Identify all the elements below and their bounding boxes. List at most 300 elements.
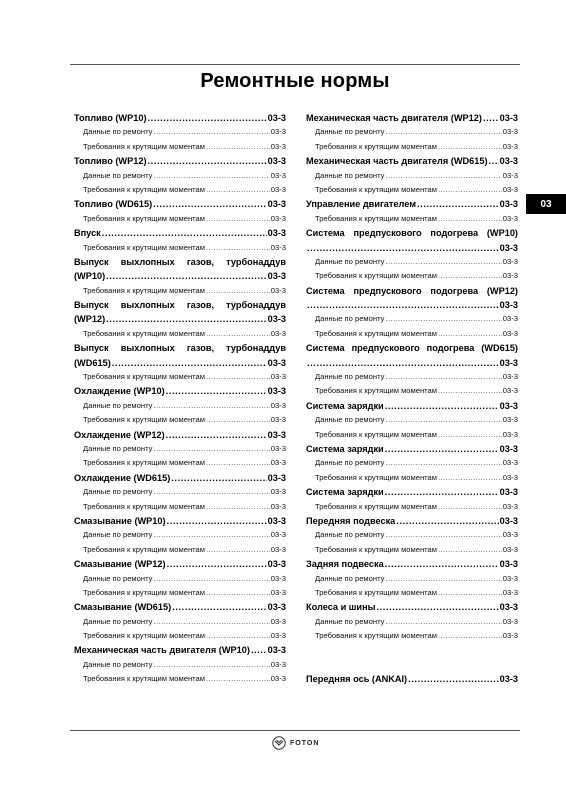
toc-page-number: 03-3 (502, 372, 518, 382)
toc-page-number: 03-3 (270, 587, 286, 597)
toc-entry-label: Требования к крутящим моментам (83, 587, 205, 597)
toc-entry-label: Требования к крутящим моментам (315, 184, 437, 194)
toc-subentry[interactable] (306, 384, 518, 398)
toc-entry[interactable] (306, 111, 518, 125)
toc-leader-dots (438, 384, 502, 398)
toc-subentry[interactable] (74, 572, 286, 586)
toc-leader-dots (206, 212, 270, 226)
toc-leader-dots (376, 600, 498, 614)
toc-page-number: 03-3 (502, 127, 518, 137)
toc-leader-dots (206, 284, 270, 298)
toc-entry-label: Система зарядки (306, 444, 384, 455)
toc-leader-dots (385, 169, 501, 183)
toc-leader-dots (102, 226, 267, 240)
toc-leader-dots (396, 514, 498, 528)
toc-entry-label: Требования к крутящим моментам (83, 184, 205, 194)
toc-leader-dots (438, 586, 502, 600)
toc-entry-label: Требования к крутящим моментам (83, 415, 205, 425)
toc-leader-dots (206, 456, 270, 470)
toc-leader-dots (206, 140, 270, 154)
toc-entry-label: Система зарядки (306, 487, 384, 498)
toc-subentry[interactable] (306, 255, 518, 269)
toc-entry-heading-line: Выпуск выхлопных газов, турбонаддув (74, 343, 286, 354)
toc-entry-label: Механическая часть двигателя (WP12) (306, 112, 482, 123)
toc-leader-dots (438, 140, 502, 154)
toc-entry-label: Данные по ремонту (315, 127, 385, 137)
toc-entry[interactable] (306, 514, 518, 528)
toc-subentry[interactable] (74, 241, 286, 255)
toc-entry-label: Требования к крутящим моментам (83, 328, 205, 338)
toc-page-number: 03-3 (502, 573, 518, 583)
toc-page-number: 03-3 (270, 573, 286, 583)
toc-entry-heading-line: Выпуск выхлопных газов, турбонаддув (74, 300, 286, 311)
toc-subentry[interactable] (74, 442, 286, 456)
toc-page-number: 03-3 (499, 242, 518, 253)
toc-entry-label: Данные по ремонту (83, 127, 153, 137)
toc-page-number: 03-3 (502, 631, 518, 641)
toc-entry-heading-line: Система предпускового подогрева (WD615) (306, 343, 518, 354)
toc-entry[interactable] (74, 384, 286, 398)
toc-entry-label: Требования к крутящим моментам (315, 587, 437, 597)
toc-leader-dots (167, 557, 267, 571)
toc-subentry[interactable] (306, 586, 518, 600)
toc-entry[interactable] (74, 471, 286, 485)
toc-entry[interactable] (74, 600, 286, 614)
toc-subentry[interactable] (306, 500, 518, 514)
toc-leader-dots (408, 672, 499, 686)
toc-leader-dots (206, 370, 270, 384)
toc-subentry[interactable] (306, 125, 518, 139)
toc-leader-dots (385, 572, 501, 586)
toc-entry-label: Данные по ремонту (315, 458, 385, 468)
toc-right-column (306, 111, 518, 687)
toc-page-number: 03-3 (267, 314, 286, 325)
toc-leader-dots (153, 197, 266, 211)
toc-page-number: 03-3 (270, 530, 286, 540)
toc-page-number: 03-3 (499, 602, 518, 613)
toc-page-number: 03-3 (267, 156, 286, 167)
toc-leader-dots (385, 528, 501, 542)
toc-entry-label: (WD615) (74, 357, 111, 368)
toc-entry[interactable] (74, 313, 286, 327)
toc-page-number: 03-3 (270, 400, 286, 410)
toc-leader-dots (206, 327, 270, 341)
toc-page-number: 03-3 (267, 645, 286, 656)
toc-entry-label: Данные по ремонту (315, 573, 385, 583)
toc-entry-label: Механическая часть двигателя (WD615) (306, 156, 488, 167)
toc-leader-dots (307, 298, 499, 312)
toc-subentry[interactable] (306, 572, 518, 586)
toc-entry-label: Требования к крутящим моментам (83, 213, 205, 223)
toc-subentry[interactable] (74, 500, 286, 514)
toc-subentry[interactable] (306, 471, 518, 485)
toc-entry-label: Требования к крутящим моментам (83, 674, 205, 684)
toc-leader-dots (438, 500, 502, 514)
toc-page-number: 03-3 (502, 256, 518, 266)
toc-page-number: 03-3 (267, 271, 286, 282)
toc-page-number: 03-3 (499, 199, 518, 210)
toc-entry-label: Требования к крутящим моментам (83, 501, 205, 511)
brand-name: FOTON (290, 739, 320, 747)
toc-entry-label: Требования к крутящим моментам (83, 458, 205, 468)
toc-leader-dots (148, 111, 267, 125)
toc-entry-label: Задняя подвеска (306, 559, 384, 570)
toc-page-number: 03-3 (502, 415, 518, 425)
toc-entry-label: Смазывание (WP12) (74, 559, 166, 570)
toc-entry-label: Требования к крутящим моментам (315, 429, 437, 439)
toc-page-number: 03-3 (270, 501, 286, 511)
toc-entry-label: Смазывание (WD615) (74, 602, 172, 613)
toc-page-number: 03-3 (502, 587, 518, 597)
toc-leader-dots (153, 658, 269, 672)
toc-subentry[interactable] (306, 313, 518, 327)
toc-page-number: 03-3 (502, 184, 518, 194)
toc-entry-label: Система зарядки (306, 400, 384, 411)
toc-subentry[interactable] (306, 183, 518, 197)
toc-page-number: 03-3 (502, 314, 518, 324)
toc-entry-label: Данные по ремонту (315, 530, 385, 540)
toc-subentry[interactable] (74, 586, 286, 600)
toc-leader-dots (153, 169, 269, 183)
toc-leader-dots (438, 543, 502, 557)
toc-leader-dots (483, 111, 499, 125)
toc-leader-dots (307, 241, 499, 255)
toc-entry-label: Требования к крутящим моментам (315, 271, 437, 281)
toc-entry-label: (WP12) (74, 314, 106, 325)
toc-page-number: 03-3 (502, 501, 518, 511)
toc-leader-dots (251, 644, 267, 658)
toc-entry[interactable] (306, 557, 518, 571)
toc-entry-heading-line: Выпуск выхлопных газов, турбонаддув (74, 256, 286, 267)
toc-subentry[interactable] (74, 399, 286, 413)
toc-leader-dots (385, 615, 501, 629)
toc-entry-label: Охлаждение (WP10) (74, 386, 165, 397)
toc-page-number: 03-3 (267, 559, 286, 570)
toc-entry-label: Управление двигателем (306, 199, 417, 210)
toc-leader-dots (206, 413, 270, 427)
header-rule (70, 64, 520, 65)
toc-entry-label: Данные по ремонту (83, 659, 153, 669)
toc-subentry[interactable] (306, 629, 518, 643)
toc-leader-dots (172, 600, 266, 614)
toc-entry[interactable] (306, 600, 518, 614)
toc-entry[interactable] (306, 298, 518, 312)
toc-page-number: 03-3 (270, 372, 286, 382)
toc-entry-label: Требования к крутящим моментам (315, 472, 437, 482)
toc-entry-label: Впуск (74, 228, 101, 239)
toc-left-column (74, 111, 286, 687)
toc-leader-dots (206, 629, 270, 643)
toc-leader-dots (206, 672, 270, 686)
toc-entry-label: (WP10) (74, 271, 106, 282)
toc-leader-dots (171, 471, 266, 485)
toc-page-number: 03-3 (270, 444, 286, 454)
toc-page-number: 03-3 (270, 631, 286, 641)
toc-leader-dots (206, 500, 270, 514)
toc-entry-label: Данные по ремонту (83, 616, 153, 626)
toc-subentry[interactable] (74, 528, 286, 542)
toc-entry[interactable] (306, 241, 518, 255)
toc-entry[interactable] (74, 154, 286, 168)
toc-leader-dots (438, 269, 502, 283)
toc-leader-dots (385, 399, 499, 413)
toc-page-number: 03-3 (267, 386, 286, 397)
toc-subentry[interactable] (74, 672, 286, 686)
toc-entry-label: Данные по ремонту (315, 415, 385, 425)
toc-page-number: 03-3 (499, 156, 518, 167)
toc-subentry[interactable] (306, 528, 518, 542)
toc-subentry[interactable] (74, 140, 286, 154)
toc-leader-dots (106, 269, 266, 283)
toc-entry-label: Данные по ремонту (315, 616, 385, 626)
toc-page-number: 03-3 (270, 659, 286, 669)
toc-subentry[interactable] (74, 543, 286, 557)
toc-entry-label: Топливо (WD615) (74, 199, 153, 210)
toc-leader-dots (206, 183, 270, 197)
footer-logo (272, 736, 319, 750)
toc-entry-label: Требования к крутящим моментам (315, 386, 437, 396)
toc-entry[interactable] (74, 644, 286, 658)
toc-page-number: 03-3 (270, 674, 286, 684)
toc-subentry[interactable] (306, 269, 518, 283)
toc-entry[interactable] (306, 485, 518, 499)
toc-leader-dots (385, 125, 501, 139)
toc-spacer (306, 644, 518, 673)
toc-leader-dots (438, 629, 502, 643)
toc-entry-label: Требования к крутящим моментам (83, 141, 205, 151)
toc-entry-label: Топливо (WP10) (74, 112, 147, 123)
toc-subentry[interactable] (306, 456, 518, 470)
toc-entry[interactable] (74, 269, 286, 283)
toc-leader-dots (438, 471, 502, 485)
toc-entry-label: Данные по ремонту (83, 444, 153, 454)
toc-page-number: 03-3 (502, 213, 518, 223)
page-title: Ремонтные нормы (200, 70, 390, 92)
toc-subentry[interactable] (74, 327, 286, 341)
toc-entry-heading-line: Система предпускового подогрева (WP10) (306, 228, 518, 239)
toc-entry-label: Требования к крутящим моментам (83, 242, 205, 252)
toc-entry-label: Охлаждение (WP12) (74, 429, 165, 440)
toc-page-number: 03-3 (499, 400, 518, 411)
toc-page-number: 03-3 (502, 271, 518, 281)
toc-subentry[interactable] (74, 456, 286, 470)
toc-page-number: 03-3 (267, 429, 286, 440)
toc-leader-dots (166, 428, 267, 442)
toc-page-number: 03-3 (499, 357, 518, 368)
toc-entry-label: Охлаждение (WD615) (74, 472, 171, 483)
toc-entry-label: Требования к крутящим моментам (315, 141, 437, 151)
toc-page-number: 03-3 (499, 559, 518, 570)
toc-subentry[interactable] (74, 212, 286, 226)
toc-entry[interactable] (74, 197, 286, 211)
toc-subentry[interactable] (306, 543, 518, 557)
toc-page-number: 03-3 (267, 112, 286, 123)
toc-page-number: 03-3 (499, 487, 518, 498)
toc-entry[interactable] (74, 111, 286, 125)
toc-entry-label: Данные по ремонту (83, 530, 153, 540)
section-tab[interactable]: 03 (526, 194, 566, 214)
toc-page-number: 03-3 (270, 213, 286, 223)
toc-page-number: 03-3 (270, 242, 286, 252)
footer-rule (70, 730, 520, 731)
toc-entry-heading-line: Система предпускового подогрева (WP12) (306, 285, 518, 296)
toc-subentry[interactable] (74, 615, 286, 629)
toc-entry-label: Передняя подвеска (306, 515, 396, 526)
toc-entry[interactable] (306, 672, 518, 686)
toc-entry-label: Передняя ось (ANKAI) (306, 674, 408, 685)
toc-subentry[interactable] (306, 169, 518, 183)
toc-leader-dots (153, 572, 269, 586)
toc-entry-label: Данные по ремонту (315, 170, 385, 180)
toc-page-number: 03-3 (502, 328, 518, 338)
toc-entry-label: Требования к крутящим моментам (83, 285, 205, 295)
toc-leader-dots (106, 313, 266, 327)
toc-leader-dots (385, 413, 501, 427)
toc-page-number: 03-3 (270, 487, 286, 497)
toc-leader-dots (153, 442, 269, 456)
toc-entry-label: Данные по ремонту (83, 573, 153, 583)
toc-leader-dots (206, 241, 270, 255)
toc-entry[interactable] (306, 442, 518, 456)
toc-entry-label: Данные по ремонту (83, 400, 153, 410)
toc-leader-dots (112, 356, 267, 370)
toc-entry-label: Требования к крутящим моментам (315, 544, 437, 554)
toc-leader-dots (438, 428, 502, 442)
toc-leader-dots (385, 255, 501, 269)
toc-leader-dots (148, 154, 267, 168)
toc-leader-dots (385, 557, 499, 571)
toc-entry-label: Требования к крутящим моментам (315, 501, 437, 511)
toc-page-number: 03-3 (502, 530, 518, 540)
toc-entry-label: Данные по ремонту (83, 487, 153, 497)
toc-subentry[interactable] (306, 615, 518, 629)
toc-leader-dots (438, 212, 502, 226)
toc-page-number: 03-3 (270, 127, 286, 137)
toc-leader-dots (385, 485, 499, 499)
toc-page-number: 03-3 (267, 199, 286, 210)
toc-page-number: 03-3 (270, 616, 286, 626)
toc-page-number: 03-3 (502, 616, 518, 626)
toc-page-number: 03-3 (499, 112, 518, 123)
toc-leader-dots (385, 370, 501, 384)
toc-page-number: 03-3 (270, 328, 286, 338)
toc-entry[interactable] (74, 356, 286, 370)
toc-leader-dots (153, 485, 269, 499)
toc-leader-dots (385, 313, 501, 327)
toc-subentry[interactable] (74, 125, 286, 139)
toc-page-number: 03-3 (499, 674, 518, 685)
toc-page-number: 03-3 (270, 285, 286, 295)
toc-page-number: 03-3 (502, 170, 518, 180)
toc-entry-label: Топливо (WP12) (74, 156, 147, 167)
toc-subentry[interactable] (306, 140, 518, 154)
toc-page-number: 03-3 (267, 515, 286, 526)
toc-leader-dots (153, 125, 269, 139)
toc-entry-label: Требования к крутящим моментам (83, 544, 205, 554)
toc-entry[interactable] (74, 557, 286, 571)
toc-entry-label: Смазывание (WP10) (74, 515, 166, 526)
toc-entry[interactable] (306, 356, 518, 370)
toc-leader-dots (166, 384, 267, 398)
foton-emblem-icon (272, 736, 286, 750)
toc-entry[interactable] (74, 226, 286, 240)
toc-leader-dots (153, 528, 269, 542)
toc-page-number: 03-3 (499, 515, 518, 526)
toc-entry-label: Данные по ремонту (315, 314, 385, 324)
toc-leader-dots (385, 456, 501, 470)
toc-leader-dots (153, 615, 269, 629)
toc-page-number: 03-3 (499, 444, 518, 455)
toc-leader-dots (206, 543, 270, 557)
toc-page-number: 03-3 (267, 228, 286, 239)
toc-entry-label: Данные по ремонту (315, 256, 385, 266)
toc-entry-label: Данные по ремонту (315, 372, 385, 382)
toc-leader-dots (153, 399, 269, 413)
toc-subentry[interactable] (306, 327, 518, 341)
toc-entry-label: Требования к крутящим моментам (83, 372, 205, 382)
toc-leader-dots (438, 183, 502, 197)
toc-subentry[interactable] (74, 485, 286, 499)
toc-entry[interactable] (306, 399, 518, 413)
toc-leader-dots (438, 327, 502, 341)
toc-subentry[interactable] (306, 370, 518, 384)
toc-entry[interactable] (74, 514, 286, 528)
toc-subentry[interactable] (74, 183, 286, 197)
toc-page-number: 03-3 (270, 184, 286, 194)
toc-page-number: 03-3 (270, 170, 286, 180)
toc-subentry[interactable] (306, 428, 518, 442)
toc-page-number: 03-3 (502, 141, 518, 151)
toc-entry[interactable] (306, 197, 518, 211)
toc-subentry[interactable] (74, 629, 286, 643)
toc-entry-label: Данные по ремонту (83, 170, 153, 180)
toc-page-number: 03-3 (270, 415, 286, 425)
toc-page-number: 03-3 (267, 472, 286, 483)
toc-page-number: 03-3 (270, 544, 286, 554)
toc-entry[interactable] (74, 428, 286, 442)
toc-leader-dots (167, 514, 267, 528)
toc-leader-dots (206, 586, 270, 600)
toc-subentry[interactable] (306, 212, 518, 226)
toc-page-number: 03-3 (499, 300, 518, 311)
toc-subentry[interactable] (306, 413, 518, 427)
toc-page-number: 03-3 (267, 602, 286, 613)
toc-entry-label: Колеса и шины (306, 602, 376, 613)
toc-subentry[interactable] (74, 370, 286, 384)
toc-entry-label: Требования к крутящим моментам (315, 213, 437, 223)
toc-subentry[interactable] (74, 658, 286, 672)
toc-page-number: 03-3 (267, 357, 286, 368)
toc-subentry[interactable] (74, 169, 286, 183)
toc-page-number: 03-3 (270, 141, 286, 151)
toc-page-number: 03-3 (270, 458, 286, 468)
toc-leader-dots (385, 442, 499, 456)
toc-entry-label: Требования к крутящим моментам (315, 328, 437, 338)
toc-page-number: 03-3 (502, 386, 518, 396)
toc-page-number: 03-3 (502, 544, 518, 554)
toc-entry-label: Требования к крутящим моментам (315, 631, 437, 641)
toc-subentry[interactable] (74, 413, 286, 427)
toc-page-number: 03-3 (502, 429, 518, 439)
toc-leader-dots (489, 154, 499, 168)
toc-entry-label: Механическая часть двигателя (WP10) (74, 645, 250, 656)
toc-subentry[interactable] (74, 284, 286, 298)
toc-page-number: 03-3 (502, 458, 518, 468)
toc-entry[interactable] (306, 154, 518, 168)
toc-entry-label: Требования к крутящим моментам (83, 631, 205, 641)
toc-leader-dots (417, 197, 499, 211)
toc-leader-dots (307, 356, 499, 370)
